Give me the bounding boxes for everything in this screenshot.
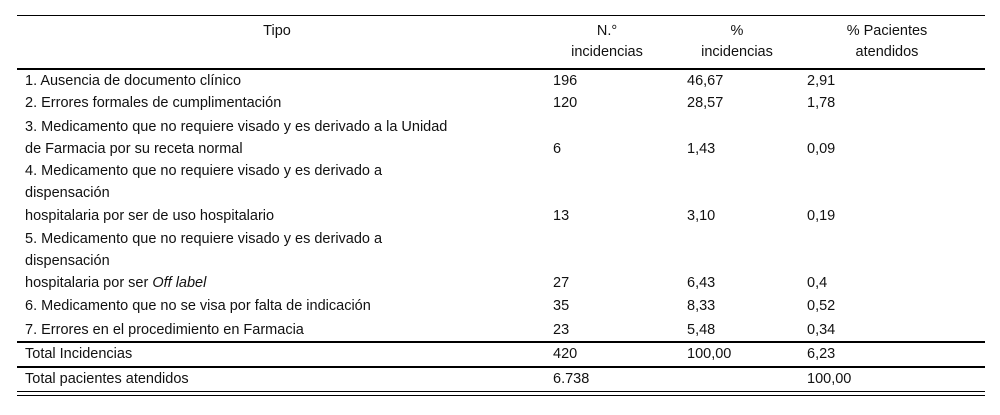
row-2-tipo: 2. Errores formales de cumplimentación [25, 95, 282, 111]
header-n-incidencias [537, 21, 677, 63]
header-pct-line1: % [730, 23, 744, 39]
row-5-tipo-text: hospitalaria por ser [25, 275, 153, 291]
row-5-tipo-line1: 5. Medicamento que no requiere visado y es derivado a [25, 231, 383, 247]
row-5-pac: 0,4 [807, 275, 828, 291]
row-7-pac: 0,34 [807, 322, 836, 338]
header-pct-line2: incidencias [701, 44, 773, 60]
header-tipo: Tipo [263, 23, 291, 39]
row-4-pac: 0,19 [807, 208, 836, 224]
total-pacientes-label: Total pacientes atendidos [25, 371, 189, 387]
bottom-rule-1 [17, 391, 985, 392]
row-7-tipo: 7. Errores en el procedimiento en Farmacia [25, 322, 304, 338]
row-3-n: 6 [553, 141, 562, 157]
row-7-pct: 5,48 [687, 322, 716, 338]
row-5-pct: 6,43 [687, 275, 716, 291]
total-pacientes-n: 6.738 [553, 371, 590, 387]
row-6-tipo: 6. Medicamento que no se visa por falta de indicación [25, 298, 371, 314]
row-5-tipo-line2: dispensación [25, 253, 110, 269]
total-incidencias-pct: 100,00 [687, 346, 732, 362]
total-incidencias-pac: 6,23 [807, 346, 836, 362]
row-6-pct: 8,33 [687, 298, 716, 314]
row-6-pac: 0,52 [807, 298, 836, 314]
row-4-tipo-line2: dispensación [25, 185, 110, 201]
total-incidencias-label: Total Incidencias [25, 346, 133, 362]
row-4-tipo-line1: 4. Medicamento que no requiere visado y es derivado a [25, 163, 383, 179]
row-3-tipo-line2: de Farmacia por su receta normal [25, 141, 243, 157]
row-1-pct: 46,67 [687, 73, 724, 89]
row-3-pac: 0,09 [807, 141, 836, 157]
row-5-n: 27 [553, 275, 570, 291]
row-2-pct: 28,57 [687, 95, 724, 111]
off-label-text: Off label [152, 275, 207, 291]
header-pac-line1: % Pacientes [846, 23, 928, 39]
row-1-tipo: 1. Ausencia de documento clínico [25, 73, 242, 89]
row-4-n: 13 [553, 208, 570, 224]
row-2-pac: 1,78 [807, 95, 836, 111]
bottom-rule-2 [17, 395, 985, 396]
row-3-tipo-line1: 3. Medicamento que no requiere visado y es derivado a la Unidad [25, 119, 448, 135]
body-bottom-rule [17, 341, 985, 343]
row-6-n: 35 [553, 298, 570, 314]
header-rule [17, 68, 985, 70]
total-rule [17, 366, 985, 368]
header-n-line1: N.° [596, 23, 618, 39]
row-1-n: 196 [553, 73, 578, 89]
header-n-line2: incidencias [571, 44, 643, 60]
row-4-pct: 3,10 [687, 208, 716, 224]
row-1-pac: 2,91 [807, 73, 836, 89]
row-3-pct: 1,43 [687, 141, 716, 157]
header-pac-line2: atendidos [855, 44, 919, 60]
row-7-n: 23 [553, 322, 570, 338]
header-pct-incidencias [667, 21, 807, 63]
row-4-tipo-line3: hospitalaria por ser de uso hospitalario [25, 208, 275, 224]
row-2-n: 120 [553, 95, 578, 111]
row-5-tipo-line3 [25, 273, 206, 294]
total-pacientes-pac: 100,00 [807, 371, 852, 387]
header-pct-pacientes [817, 21, 957, 63]
total-incidencias-n: 420 [553, 346, 578, 362]
top-rule [17, 15, 985, 16]
